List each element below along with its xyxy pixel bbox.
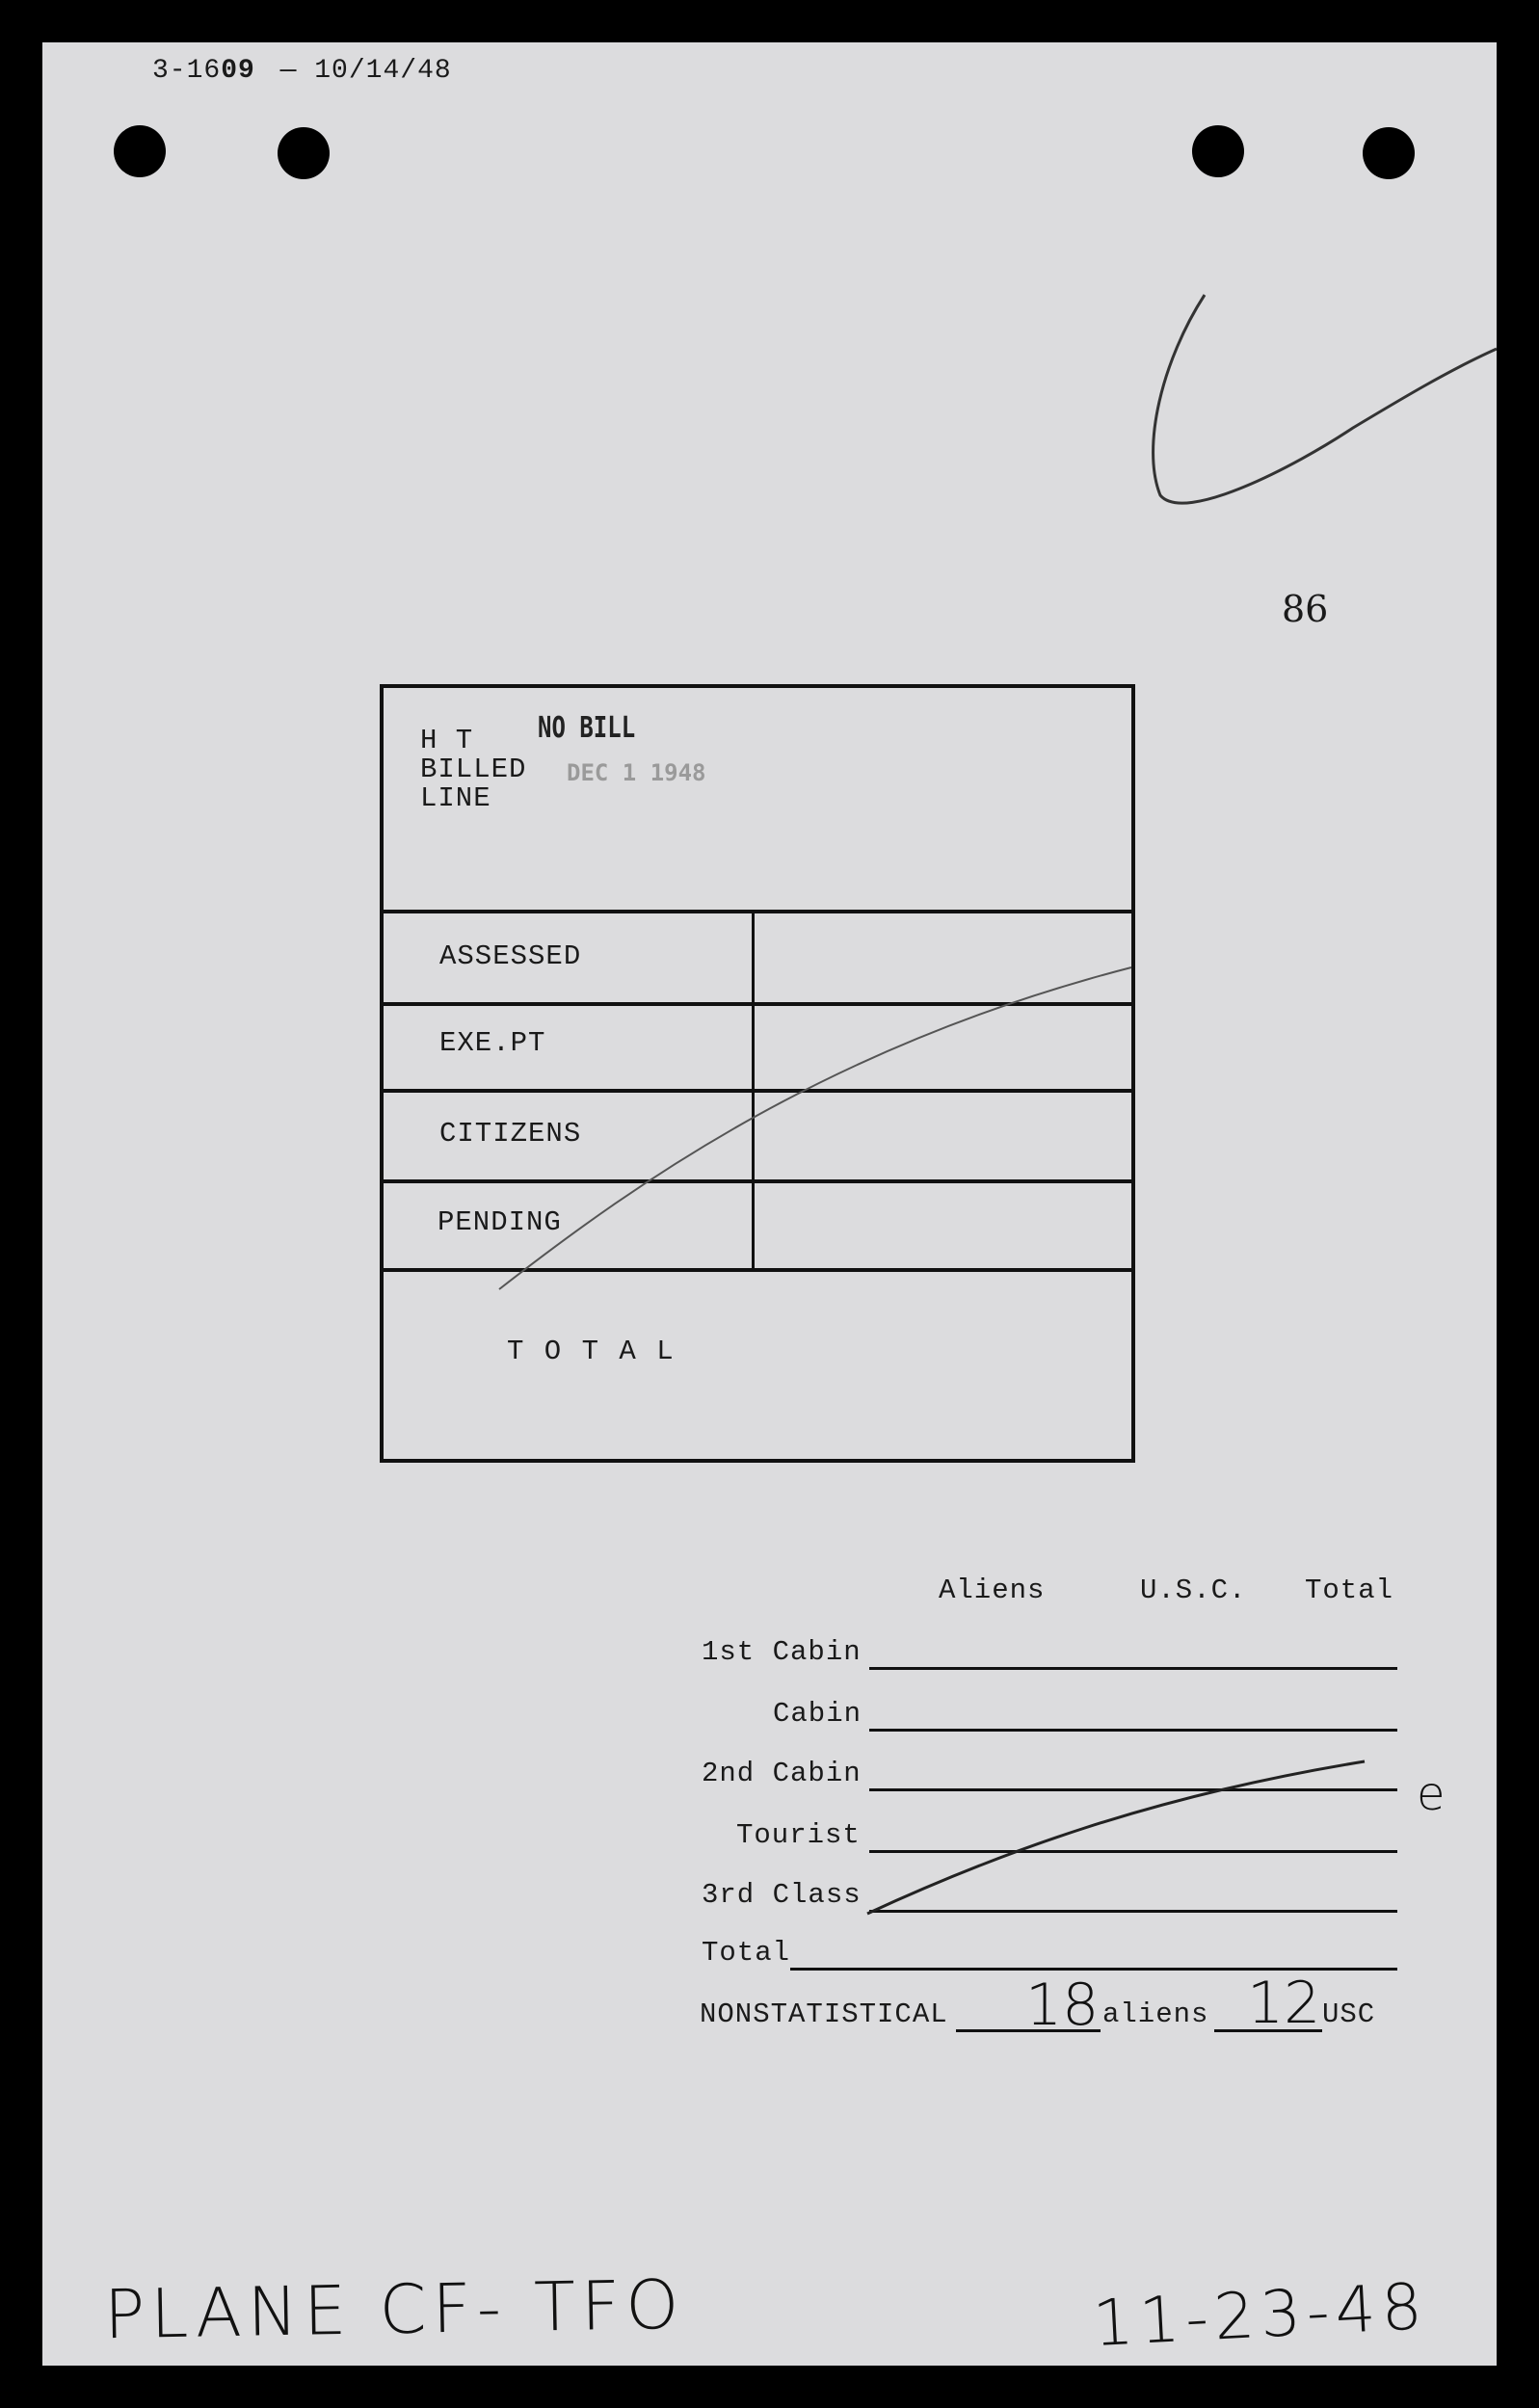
fill-line xyxy=(869,1667,1397,1670)
row-2nd-cabin: 2nd Cabin xyxy=(702,1758,862,1789)
col-total: Total xyxy=(1305,1574,1394,1606)
total-label: T O T A L xyxy=(507,1336,676,1367)
nonstatistical-label: NONSTATISTICAL xyxy=(700,1998,948,2030)
fill-line xyxy=(869,1850,1397,1853)
row-total: Total xyxy=(702,1937,791,1969)
divider xyxy=(384,1002,1131,1006)
no-bill-stamp: NO BILL xyxy=(538,711,636,745)
row-1st-cabin: 1st Cabin xyxy=(702,1636,862,1668)
document-page xyxy=(42,42,1497,2366)
aliens-label: aliens xyxy=(1102,1998,1209,2030)
billing-codes xyxy=(420,727,526,813)
divider xyxy=(384,1089,1131,1093)
column-divider xyxy=(752,910,755,1270)
nonstatistical-usc-count: 12 xyxy=(1247,1970,1321,2037)
fill-line xyxy=(869,1788,1397,1791)
row-pending: PENDING xyxy=(438,1206,562,1238)
col-aliens: Aliens xyxy=(939,1574,1046,1606)
usc-label: USC xyxy=(1322,1998,1376,2030)
code-line-billed: BILLED xyxy=(420,754,527,785)
handwritten-plane: PLANE CF- TFO xyxy=(103,2264,685,2355)
row-3rd-class: 3rd Class xyxy=(702,1879,862,1911)
code-line-line: LINE xyxy=(420,782,491,814)
divider xyxy=(384,1179,1131,1183)
row-exempt: EXE.PT xyxy=(439,1027,546,1059)
divider xyxy=(384,1268,1131,1272)
fill-line xyxy=(869,1729,1397,1732)
check-mark xyxy=(1154,295,1497,503)
divider xyxy=(384,910,1131,913)
punch-hole xyxy=(114,125,166,177)
handwritten-date: 11-23-48 xyxy=(1091,2268,1430,2362)
row-tourist: Tourist xyxy=(736,1819,861,1851)
strike-line-table xyxy=(867,1761,1365,1914)
billing-box xyxy=(380,684,1135,1463)
fill-line xyxy=(869,1910,1397,1913)
row-cabin: Cabin xyxy=(773,1698,862,1730)
col-usc: U.S.C. xyxy=(1140,1574,1247,1606)
page-number: 86 xyxy=(1282,588,1329,630)
nonstatistical-aliens-count: 18 xyxy=(1025,1971,1100,2039)
row-citizens: CITIZENS xyxy=(439,1118,582,1150)
punch-hole xyxy=(1363,127,1415,179)
date-stamp: DEC 1 1948 xyxy=(567,759,706,786)
punch-hole xyxy=(1192,125,1244,177)
form-number: 3-1609 — 10/14/48 xyxy=(152,56,452,86)
row-assessed: ASSESSED xyxy=(439,940,582,972)
handwritten-initial: e xyxy=(1417,1767,1446,1821)
punch-hole xyxy=(278,127,330,179)
code-line-ht: H T xyxy=(420,725,474,756)
